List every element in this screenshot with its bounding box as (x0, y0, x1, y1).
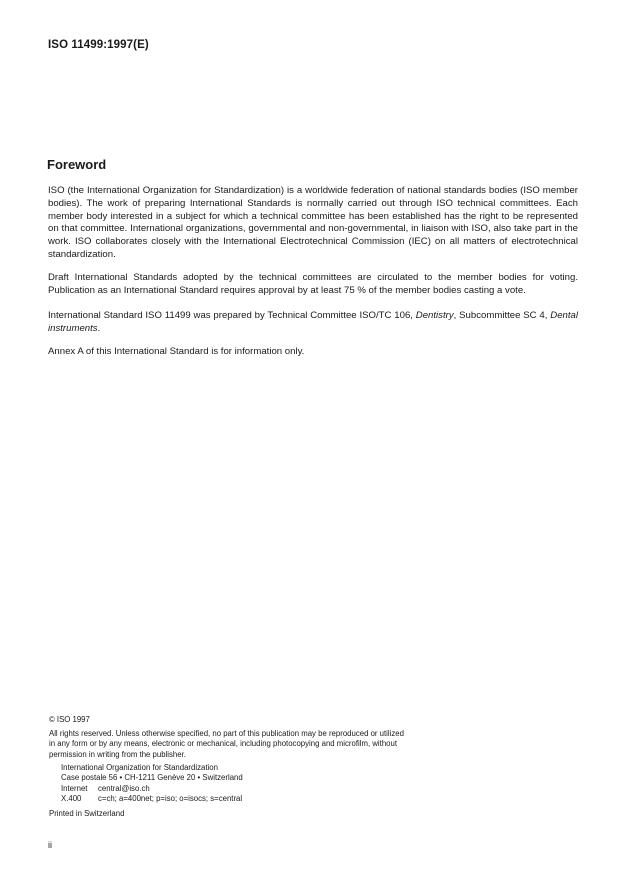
subcommittee-text: , Subcommittee SC 4, (453, 310, 551, 321)
subcommittee-name: Dental instruments (48, 310, 578, 334)
internet-email: central@iso.ch (98, 783, 150, 793)
technical-committee-name: Dentistry (415, 310, 454, 321)
foreword-paragraph-3 (48, 310, 578, 336)
rights-statement: All rights reserved. Unless otherwise specified, no part of this publication may be reproduced or utilized in any form or by any means, electronic or mechanical, including photocopying and microfilm, without permission in writing from the publisher. (49, 729, 404, 759)
x400-contact (61, 794, 243, 804)
printed-location: Printed in Switzerland (49, 809, 125, 818)
foreword-paragraph-1: ISO (the International Organization for Standardization) is a worldwide federation of national standards bodies (ISO member bodies). The work of preparing International Standards is normally carried out through ISO technical committees. Each member body interested in a subject for which a technical committee has been established has the right to be represented on that committee. International organizations, governmental and non-governmental, in liaison with ISO, also take part in the work. ISO collaborates closely with the International Electrotechnical Commission (IEC) on all matters of electrotechnical standardization. (48, 185, 578, 260)
x400-label: X.400 (61, 794, 82, 804)
document-id: ISO 11499:1997(E) (48, 39, 149, 51)
organization-name: International Organization for Standardization (61, 763, 218, 772)
foreword-paragraph-4: Annex A of this International Standard is for information only. (48, 346, 305, 357)
copyright-notice: © ISO 1997 (49, 715, 90, 724)
postal-address: Case postale 56 • CH-1211 Genève 20 • Switzerland (61, 773, 243, 783)
foreword-heading: Foreword (47, 157, 107, 172)
prepared-by-text: International Standard ISO 11499 was prepared by Technical Committee ISO/TC 106, (48, 310, 416, 321)
x400-address: c=ch; a=400net; p=iso; o=isocs; s=central (98, 794, 243, 804)
foreword-paragraph-2: Draft International Standards adopted by the technical committees are circulated to the member bodies for voting. Publication as an International Standard requires approval by at least 75 % of the member bodies casting a vote. (48, 272, 578, 296)
publisher-address (61, 763, 243, 805)
internet-contact (61, 784, 243, 794)
internet-label: Internet (61, 783, 88, 793)
page-number: ii (48, 840, 52, 850)
sentence-end: . (97, 322, 101, 334)
